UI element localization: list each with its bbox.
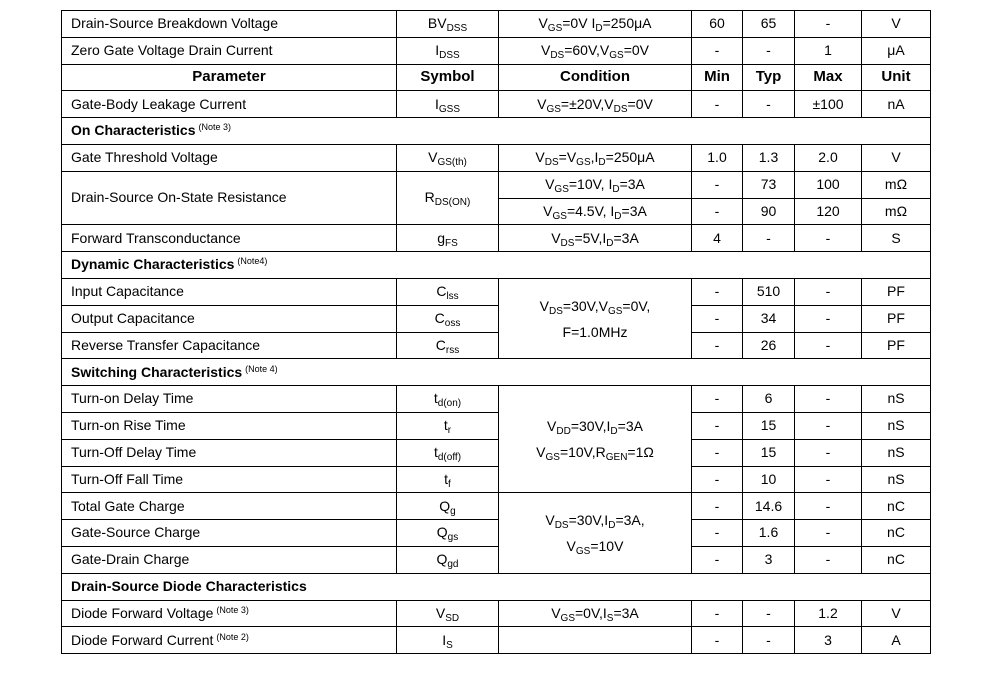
typ-cell: 1.3: [743, 144, 795, 171]
header-symbol: Symbol: [397, 64, 499, 91]
section-note: (Note 4): [245, 363, 278, 374]
header-parameter: Parameter: [62, 64, 397, 91]
unit-cell: nC: [862, 546, 931, 573]
max-cell: 100: [795, 171, 862, 198]
typ-cell: 6: [743, 386, 795, 413]
symbol-cell: $I_S$: [397, 627, 499, 654]
table-row: [62, 278, 931, 305]
table-row: [62, 332, 931, 359]
parameter-name: Total Gate Charge: [71, 497, 185, 514]
table-row: [62, 627, 931, 654]
unit-cell: nC: [862, 493, 931, 520]
min-cell: 1.0: [692, 144, 743, 171]
min-cell: -: [692, 546, 743, 573]
max-cell: 120: [795, 198, 862, 225]
parameter-name: Turn-Off Fall Time: [71, 470, 184, 487]
section-title: [62, 359, 931, 386]
unit-cell: V: [862, 600, 931, 627]
symbol-cell: $t_{d(on)}$: [397, 386, 499, 413]
max-cell: 1: [795, 37, 862, 64]
parameter-cell: [62, 144, 397, 171]
min-cell: -: [692, 278, 743, 305]
section-row: [62, 573, 931, 600]
min-cell: -: [692, 600, 743, 627]
parameter-cell: [62, 305, 397, 332]
header-condition: Condition: [499, 64, 692, 91]
condition-cell: $V_{GS}=0V$ $I_D=250\mu A$: [499, 11, 692, 38]
min-cell: -: [692, 198, 743, 225]
section-label: Drain-Source Diode Characteristics: [71, 577, 307, 594]
max-cell: -: [795, 466, 862, 493]
electrical-characteristics-table: [61, 10, 931, 654]
parameter-name: Gate Threshold Voltage: [71, 149, 218, 166]
typ-cell: 1.6: [743, 520, 795, 547]
max-cell: -: [795, 278, 862, 305]
section-row: [62, 252, 931, 279]
max-cell: -: [795, 546, 862, 573]
condition-cell: $V_{GS}=\pm 20V,V_{DS}=0V$: [499, 91, 692, 118]
unit-cell: PF: [862, 278, 931, 305]
parameter-name: Output Capacitance: [71, 309, 195, 326]
parameter-name: Drain-Source Breakdown Voltage: [71, 15, 279, 32]
typ-cell: -: [743, 37, 795, 64]
typ-cell: 65: [743, 11, 795, 38]
typ-cell: 73: [743, 171, 795, 198]
unit-cell: mΩ: [862, 198, 931, 225]
unit-cell: nS: [862, 412, 931, 439]
section-label: Dynamic Characteristics: [71, 256, 235, 273]
unit-cell: nS: [862, 466, 931, 493]
table-row: [62, 412, 931, 439]
min-cell: -: [692, 493, 743, 520]
section-label: On Characteristics: [71, 122, 196, 139]
symbol-cell: $C_{lss}$: [397, 278, 499, 305]
max-cell: -: [795, 520, 862, 547]
table-row: [62, 386, 931, 413]
max-cell: -: [795, 225, 862, 252]
condition-cell: $V_{DS}=5V,I_D=3A$: [499, 225, 692, 252]
symbol-cell: $BV_{DSS}$: [397, 11, 499, 38]
table-row: [62, 144, 931, 171]
unit-cell: mΩ: [862, 171, 931, 198]
parameter-name: Gate-Body Leakage Current: [71, 95, 247, 112]
condition-cell: $V_{DS}=30V,V_{GS}=0V$, F=1.0MHz: [499, 278, 692, 358]
min-cell: -: [692, 332, 743, 359]
parameter-cell: [62, 171, 397, 225]
typ-cell: 3: [743, 546, 795, 573]
parameter-name: Turn-Off Delay Time: [71, 443, 197, 460]
typ-cell: 26: [743, 332, 795, 359]
header-row: [62, 64, 931, 91]
unit-cell: μA: [862, 37, 931, 64]
typ-cell: 34: [743, 305, 795, 332]
table-row: [62, 493, 931, 520]
typ-cell: 10: [743, 466, 795, 493]
unit-cell: nA: [862, 91, 931, 118]
unit-cell: S: [862, 225, 931, 252]
min-cell: -: [692, 171, 743, 198]
header-unit: Unit: [862, 64, 931, 91]
table-row: [62, 600, 931, 627]
unit-cell: PF: [862, 305, 931, 332]
min-cell: 60: [692, 11, 743, 38]
condition-cell: $V_{GS}=4.5V$, $I_D=3A$: [499, 198, 692, 225]
unit-cell: nS: [862, 386, 931, 413]
parameter-note: (Note 2): [216, 631, 249, 642]
unit-cell: nC: [862, 520, 931, 547]
symbol-cell: $t_r$: [397, 412, 499, 439]
table-row: [62, 171, 931, 198]
min-cell: -: [692, 520, 743, 547]
unit-cell: nS: [862, 439, 931, 466]
parameter-name: Zero Gate Voltage Drain Current: [71, 42, 273, 58]
symbol-cell: $R_{DS(ON)}$: [397, 171, 499, 225]
parameter-cell: [62, 439, 397, 466]
max-cell: -: [795, 412, 862, 439]
table-row: [62, 466, 931, 493]
max-cell: 3: [795, 627, 862, 654]
parameter-name: Gate-Drain Charge: [71, 551, 190, 568]
parameter-name: Diode Forward Voltage: [71, 604, 214, 621]
symbol-cell: $g_{FS}$: [397, 225, 499, 252]
section-title: [62, 573, 931, 600]
symbol-cell: $V_{SD}$: [397, 600, 499, 627]
parameter-cell: [62, 37, 397, 64]
min-cell: -: [692, 466, 743, 493]
parameter-cell: [62, 225, 397, 252]
parameter-name: Gate-Source Charge: [71, 524, 201, 541]
parameter-name: Diode Forward Current: [71, 631, 214, 648]
typ-cell: -: [743, 91, 795, 118]
parameter-cell: [62, 91, 397, 118]
max-cell: -: [795, 493, 862, 520]
table-row: [62, 520, 931, 547]
typ-cell: -: [743, 225, 795, 252]
table-row: [62, 225, 931, 252]
max-cell: -: [795, 439, 862, 466]
table-row: [62, 305, 931, 332]
section-title: [62, 252, 931, 279]
typ-cell: 15: [743, 412, 795, 439]
parameter-name: Drain-Source On-State Resistance: [71, 189, 287, 206]
typ-cell: 14.6: [743, 493, 795, 520]
min-cell: -: [692, 91, 743, 118]
parameter-cell: [62, 332, 397, 359]
condition-cell: $V_{GS}=0V,I_S=3A$: [499, 600, 692, 627]
symbol-cell: $I_{GSS}$: [397, 91, 499, 118]
min-cell: -: [692, 439, 743, 466]
table-row: [62, 37, 931, 64]
header-typ: Typ: [743, 64, 795, 91]
max-cell: 2.0: [795, 144, 862, 171]
condition-cell: $V_{DD}=30V,I_D=3A$ $V_{GS}=10V,R_{GEN}=1\Omega$: [499, 386, 692, 493]
symbol-cell: $Q_g$: [397, 493, 499, 520]
section-row: [62, 359, 931, 386]
max-cell: -: [795, 305, 862, 332]
condition-cell: [499, 627, 692, 654]
section-row: [62, 118, 931, 145]
condition-cell: $V_{DS}=60V,V_{GS}=0V$: [499, 37, 692, 64]
parameter-name: Forward Transconductance: [71, 229, 241, 246]
min-cell: -: [692, 386, 743, 413]
symbol-cell: $C_{rss}$: [397, 332, 499, 359]
parameter-cell: [62, 627, 397, 654]
section-label: Switching Characteristics: [71, 363, 243, 380]
table-body: [62, 11, 931, 654]
unit-cell: V: [862, 11, 931, 38]
parameter-name: Turn-on Rise Time: [71, 417, 186, 434]
parameter-cell: [62, 600, 397, 627]
unit-cell: A: [862, 627, 931, 654]
parameter-name: Reverse Transfer Capacitance: [71, 336, 261, 353]
header-min: Min: [692, 64, 743, 91]
typ-cell: 510: [743, 278, 795, 305]
symbol-cell: $V_{GS(th)}$: [397, 144, 499, 171]
max-cell: -: [795, 386, 862, 413]
table-row: [62, 546, 931, 573]
symbol-cell: $t_{d(off)}$: [397, 439, 499, 466]
symbol-cell: $Q_{gd}$: [397, 546, 499, 573]
parameter-cell: [62, 386, 397, 413]
parameter-note: (Note 3): [216, 604, 249, 615]
min-cell: -: [692, 305, 743, 332]
parameter-cell: [62, 11, 397, 38]
symbol-cell: $t_f$: [397, 466, 499, 493]
condition-cell: $V_{GS}=10V$, $I_D=3A$: [499, 171, 692, 198]
symbol-cell: $Q_{gs}$: [397, 520, 499, 547]
section-title: [62, 118, 931, 145]
condition-cell: $V_{DS}=30V,I_D=3A$, $V_{GS}=10V$: [499, 493, 692, 573]
parameter-cell: [62, 546, 397, 573]
parameter-cell: [62, 493, 397, 520]
table-row: [62, 439, 931, 466]
section-note: (Note4): [237, 256, 268, 267]
typ-cell: -: [743, 627, 795, 654]
unit-cell: PF: [862, 332, 931, 359]
unit-cell: V: [862, 144, 931, 171]
min-cell: 4: [692, 225, 743, 252]
min-cell: -: [692, 37, 743, 64]
typ-cell: 90: [743, 198, 795, 225]
max-cell: -: [795, 11, 862, 38]
typ-cell: 15: [743, 439, 795, 466]
max-cell: ±100: [795, 91, 862, 118]
parameter-cell: [62, 466, 397, 493]
table-row: [62, 11, 931, 38]
section-note: (Note 3): [198, 122, 232, 133]
header-max: Max: [795, 64, 862, 91]
parameter-name: Turn-on Delay Time: [71, 390, 194, 407]
parameter-name: Input Capacitance: [71, 283, 184, 300]
typ-cell: -: [743, 600, 795, 627]
min-cell: -: [692, 412, 743, 439]
max-cell: -: [795, 332, 862, 359]
parameter-cell: [62, 520, 397, 547]
parameter-cell: [62, 412, 397, 439]
parameter-cell: [62, 278, 397, 305]
min-cell: -: [692, 627, 743, 654]
condition-cell: $V_{DS}=V_{GS},I_D=250\mu A$: [499, 144, 692, 171]
symbol-cell: $I_{DSS}$: [397, 37, 499, 64]
symbol-cell: $C_{oss}$: [397, 305, 499, 332]
max-cell: 1.2: [795, 600, 862, 627]
table-row: [62, 91, 931, 118]
